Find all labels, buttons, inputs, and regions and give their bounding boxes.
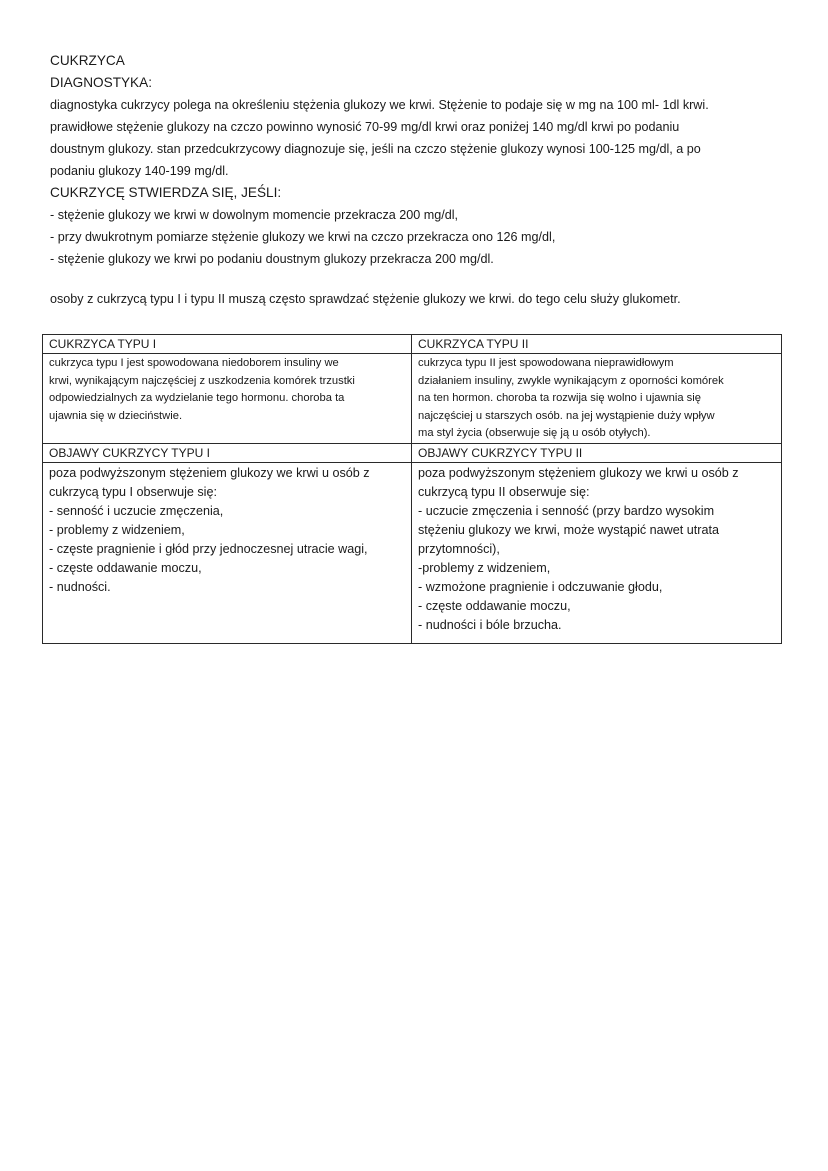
symptoms2-line: przytomności), xyxy=(418,541,500,556)
symptoms1-cell xyxy=(43,462,412,643)
type2-description-line: na ten hormon. choroba ta rozwija się wolno i ujawnia się xyxy=(418,392,701,404)
symptoms1-line: cukrzycą typu I obserwuje się: xyxy=(49,484,217,499)
type2-description-line: najczęściej u starszych osób. na jej wystąpienie duży wpływ xyxy=(418,409,715,422)
table-row xyxy=(43,443,782,462)
symptoms1-line: - problemy z widzeniem, xyxy=(49,522,185,537)
type2-description xyxy=(412,354,782,444)
type2-description-line: cukrzyca typu II jest spowodowana nieprawidłowym xyxy=(418,357,674,369)
criteria-list xyxy=(50,204,790,270)
symptoms2-line: -problemy z widzeniem, xyxy=(418,560,551,575)
criteria-item: - stężenie glukozy we krwi po podaniu doustnym glukozy przekracza 200 mg/dl. xyxy=(50,252,494,266)
diagnostics-line: doustnym glukozy. stan przedcukrzycowy diagnozuje się, jeśli na czczo stężenie glukozy wynosi 100-125 mg/dl, a po xyxy=(50,142,701,156)
symptoms1-line: - częste oddawanie moczu, xyxy=(49,560,202,575)
symptoms1-line: poza podwyższonym stężeniem glukozy we krwi u osób z xyxy=(49,465,370,480)
symptoms1-line: - częste pragnienie i głód przy jednoczesnej utracie wagi, xyxy=(49,541,368,556)
type1-description-line: cukrzyca typu I jest spowodowana niedoborem insuliny we xyxy=(49,357,339,369)
diagnostics-paragraph xyxy=(50,94,790,182)
symptoms2-line: - uczucie zmęczenia i senność (przy bardzo wysokim xyxy=(418,503,715,518)
document-title: CUKRZYCA xyxy=(50,53,125,68)
symptoms2-line: - nudności i bóle brzucha. xyxy=(418,617,562,632)
type2-header: CUKRZYCA TYPU II xyxy=(412,335,782,354)
criteria-heading: CUKRZYCĘ STWIERDZA SIĘ, JEŚLI: xyxy=(50,185,282,200)
table-row xyxy=(43,462,782,643)
table-row xyxy=(43,335,782,354)
type1-description-line: ujawnia się w dzieciństwie. xyxy=(49,409,183,422)
type1-header: CUKRZYCA TYPU I xyxy=(43,335,412,354)
symptoms2-line: cukrzycą typu II obserwuje się: xyxy=(418,484,590,499)
symptoms1-line: - nudności. xyxy=(49,579,111,594)
type1-description-line: krwi, wynikającym najczęściej z uszkodzenia komórek trzustki xyxy=(49,374,355,387)
symptoms2-cell xyxy=(412,462,782,643)
type1-description-line: odpowiedzialnych za wydzielanie tego hormonu. choroba ta xyxy=(49,392,345,404)
symptoms2-line: stężeniu glukozy we krwi, może wystąpić nawet utrata xyxy=(418,522,719,537)
diagnostics-line: prawidłowe stężenie glukozy na czczo powinno wynosić 70-99 mg/dl krwi oraz poniżej 140 mg/dl krwi po podaniu xyxy=(50,120,680,134)
criteria-item: - przy dwukrotnym pomiarze stężenie glukozy we krwi na czczo przekracza ono 126 mg/dl, xyxy=(50,230,556,244)
document-page xyxy=(50,50,790,310)
symptoms2-line: - częste oddawanie moczu, xyxy=(418,598,571,613)
table-row xyxy=(43,354,782,444)
symptoms1-header: OBJAWY CUKRZYCY TYPU I xyxy=(43,443,412,462)
diagnostics-line: diagnostyka cukrzycy polega na określeniu stężenia glukozy we krwi. Stężenie to podaje się w mg na 100 ml- 1dl krwi. xyxy=(50,98,709,112)
type2-description-line: działaniem insuliny, zwykle wynikającym z oporności komórek xyxy=(418,374,724,387)
type1-description xyxy=(43,354,412,444)
diabetes-types-table xyxy=(42,334,782,644)
symptoms1-line: - senność i uczucie zmęczenia, xyxy=(49,503,224,518)
criteria-item: - stężenie glukozy we krwi w dowolnym momencie przekracza 200 mg/dl, xyxy=(50,208,459,222)
symptoms2-line: poza podwyższonym stężeniem glukozy we krwi u osób z xyxy=(418,465,739,480)
type2-description-line: ma styl życia (obserwuje się ją u osób otyłych). xyxy=(418,427,651,439)
symptoms2-line: - wzmożone pragnienie i odczuwanie głodu, xyxy=(418,579,663,594)
symptoms2-header: OBJAWY CUKRZYCY TYPU II xyxy=(412,443,782,462)
diagnostics-heading: DIAGNOSTYKA: xyxy=(50,75,152,90)
glucometer-note: osoby z cukrzycą typu I i typu II muszą często sprawdzać stężenie glukozy we krwi. do tego celu służy glukometr. xyxy=(50,292,681,306)
diagnostics-line: podaniu glukozy 140-199 mg/dl. xyxy=(50,164,229,178)
